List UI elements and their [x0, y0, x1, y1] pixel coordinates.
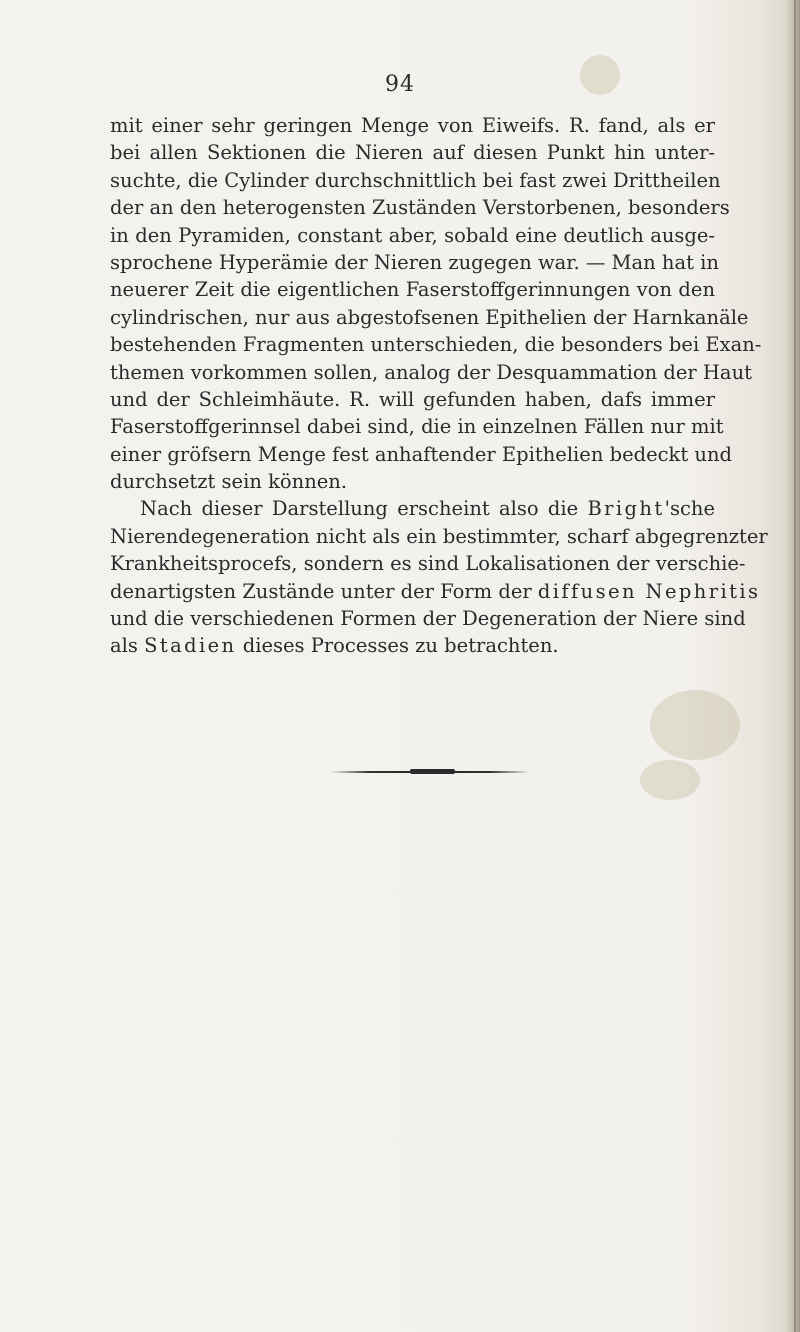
section-end-ornament — [410, 769, 455, 774]
text-line: themen vorkommen sollen, analog der Desquammation der Haut — [110, 360, 752, 384]
text-run: als — [110, 634, 145, 658]
text-line: Faserstoffgerinnsel dabei sind, die in einzelnen Fällen nur mit — [110, 415, 724, 439]
text-run: dieses Processes zu betrachten. — [236, 634, 559, 658]
paper-stain — [650, 690, 740, 760]
text-line: suchte, die Cylinder durchschnittlich bei fast zwei Drittheilen — [110, 168, 721, 192]
text-line: durchsetzt sein können. — [110, 470, 348, 494]
text-run: denartigsten Zustände unter der Form der — [110, 579, 538, 603]
text-line: mit einer sehr geringen Menge von Eiweifs. R. fand, als er — [110, 114, 715, 137]
text-line: sprochene Hyperämie der Nieren zugegen war. — Man hat in — [110, 250, 719, 274]
text-line: neuerer Zeit die eigentlichen Faserstoffgerinnungen von den — [110, 278, 715, 302]
text-line: einer gröfsern Menge fest anhaftender Epithelien bedeckt und — [110, 442, 733, 466]
page-number: 94 — [385, 72, 415, 97]
emphasized-term: Stadien — [144, 634, 237, 658]
text-line: bei allen Sektionen die Nieren auf diesen Punkt hin unter- — [110, 141, 715, 165]
text-line: der an den heterogensten Zuständen Verstorbenen, besonders — [110, 196, 730, 220]
paragraph-line: und die verschiedenen Formen der Degeneration der Niere sind — [110, 607, 746, 631]
paragraph-line: Krankheitsprocefs, sondern es sind Lokalisationen der verschie- — [110, 552, 746, 576]
page-edge-shadow — [786, 0, 800, 1332]
paragraph-line — [110, 495, 715, 522]
body-text — [110, 112, 768, 660]
paragraph-line — [110, 632, 715, 659]
text-line: und der Schleimhäute. R. will gefunden haben, dafs immer — [110, 387, 715, 411]
paragraph-line — [110, 578, 761, 605]
page-edge-line — [794, 0, 796, 1332]
paragraph-line: Nierendegeneration nicht als ein bestimmter, scharf abgegrenzter — [110, 524, 768, 548]
paper-stain — [640, 760, 700, 800]
text-line: bestehenden Fragmenten unterschieden, die besonders bei Exan- — [110, 333, 762, 357]
emphasized-term: diffusen Nephritis — [537, 579, 761, 603]
text-run: 'sche — [664, 497, 715, 521]
text-line: cylindrischen, nur aus abgestofsenen Epithelien der Harnkanäle — [110, 305, 749, 329]
text-run: Nach dieser Darstellung erscheint also die — [140, 497, 588, 521]
emphasized-name: Bright — [587, 497, 665, 521]
text-line: in den Pyramiden, constant aber, sobald eine deutlich ausge- — [110, 223, 715, 247]
